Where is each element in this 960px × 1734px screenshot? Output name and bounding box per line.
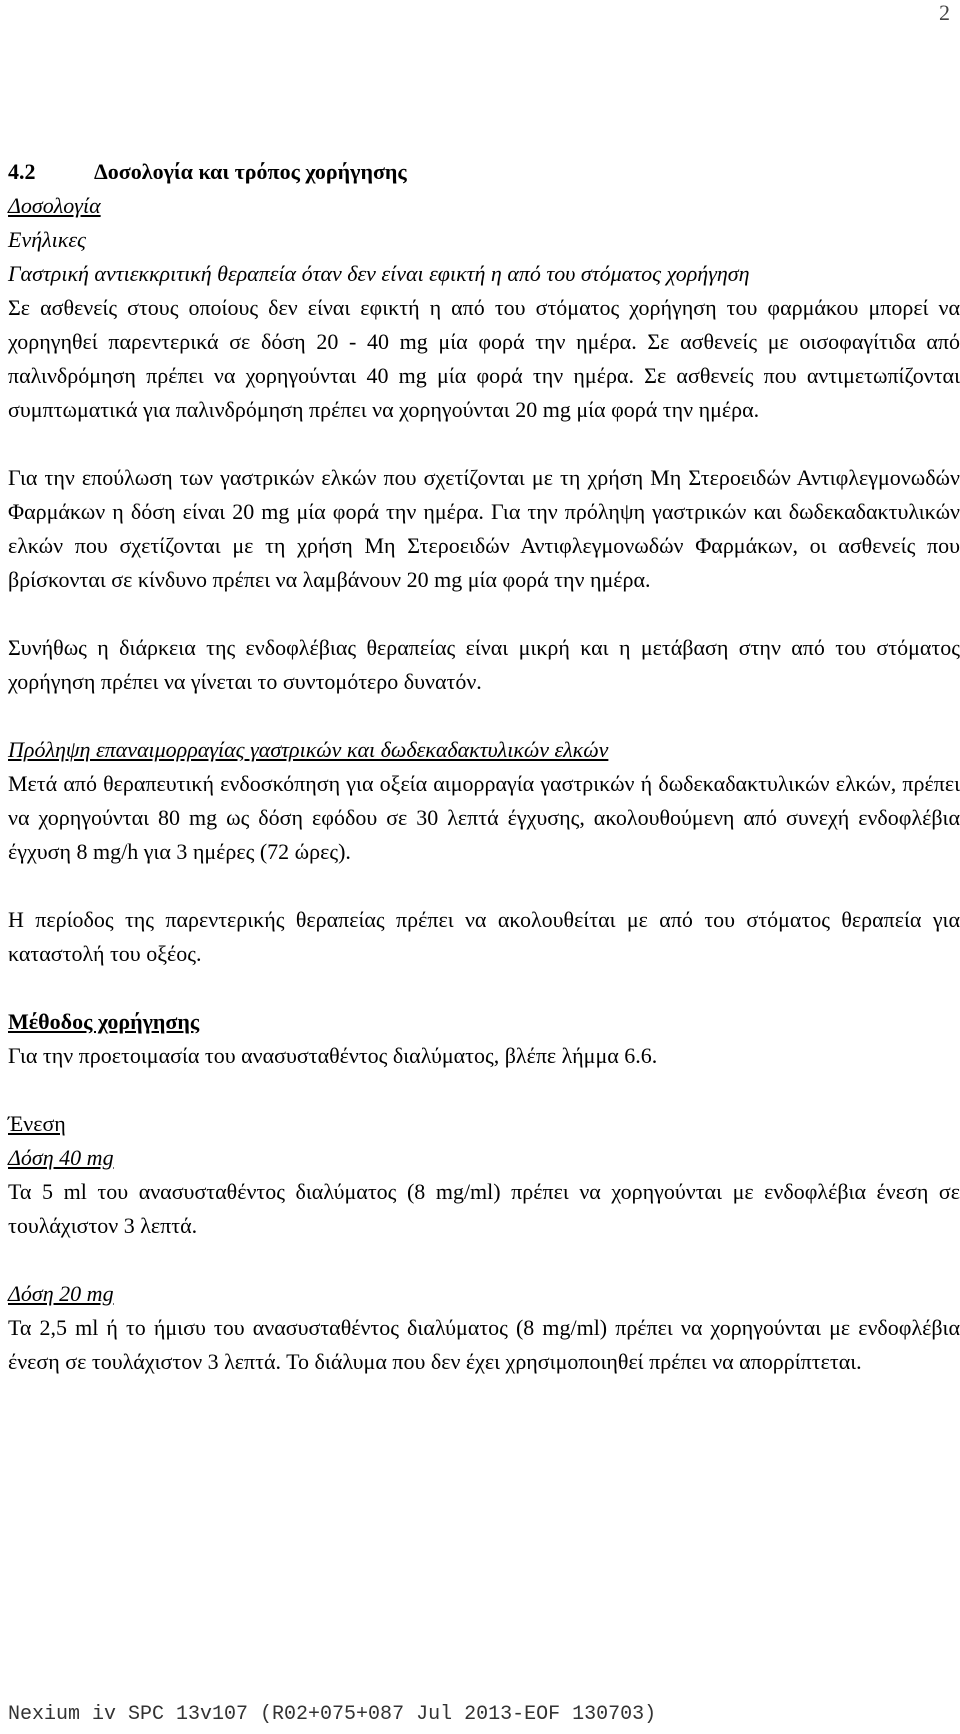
document-body xyxy=(8,155,960,1379)
spacer xyxy=(8,427,960,461)
dosage-paragraph-3: Συνήθως η διάρκεια της ενδοφλέβιας θεραπείας είναι μικρή και η μετάβαση στην από του στόματος χορήγηση πρέπει να γίνεται το συντομότερο δυνατόν. xyxy=(8,635,960,694)
spacer xyxy=(8,1073,960,1107)
section-title: Δοσολογία και τρόπος χορήγησης xyxy=(94,159,407,184)
spacer xyxy=(8,597,960,631)
rebleeding-heading: Πρόληψη επαναιμορραγίας γαστρικών και δωδεκαδακτυλικών ελκών xyxy=(8,737,609,762)
dose-20-text: Τα 2,5 ml ή το ήμισυ του ανασυσταθέντος διαλύματος (8 mg/ml) πρέπει να χορηγούνται με ενδοφλέβια ένεση σε τουλάχιστον 3 λεπτά. Το διάλυμα που δεν έχει χρησιμοποιηθεί πρέπει να απορρίπτεται. xyxy=(8,1315,960,1374)
administration-heading: Μέθοδος χορήγησης xyxy=(8,1009,200,1034)
dosage-heading: Δοσολογία xyxy=(8,193,101,218)
page-number: 2 xyxy=(939,0,950,25)
spacer xyxy=(8,869,960,903)
dosage-paragraph-4: Μετά από θεραπευτική ενδοσκόπηση για οξεία αιμορραγία γαστρικών ή δωδεκαδακτυλικών ελκών, πρέπει να χορηγούνται 80 mg ως δόση εφόδου σε 30 λεπτά έγχυσης, ακολουθούμενη από συνεχή ενδοφλέβια έγχυση 8 mg/h για 3 ημέρες (72 ώρες). xyxy=(8,771,960,864)
dose-40-text: Τα 5 ml του ανασυσταθέντος διαλύματος (8 mg/ml) πρέπει να χορηγούνται με ενδοφλέβια ένεση σε τουλάχιστον 3 λεπτά. xyxy=(8,1179,960,1238)
dosage-paragraph-1: Σε ασθενείς στους οποίους δεν είναι εφικτή η από του στόματος χορήγηση του φαρμάκου μπορεί να χορηγηθεί παρεντερικά σε δόση 20 - 40 mg μία φορά την ημέρα. Σε ασθενείς με οισοφαγίτιδα από παλινδρόμηση πρέπει να χορηγούνται 40 mg μία φορά την ημέρα. Σε ασθενείς που αντιμετωπίζονται συμπτωματικά για παλινδρόμηση πρέπει να χορηγούνται 20 mg μία φορά την ημέρα. xyxy=(8,295,960,422)
spacer xyxy=(8,699,960,733)
dose-20-heading: Δόση 20 mg xyxy=(8,1281,114,1306)
dosage-paragraph-5: Η περίοδος της παρεντερικής θεραπείας πρέπει να ακολουθείται με από του στόματος θεραπεία για καταστολή του οξέος. xyxy=(8,907,960,966)
section-heading xyxy=(8,155,960,189)
injection-heading: Ένεση xyxy=(8,1111,66,1136)
document-footer: Nexium iv SPC 13v107 (R02+075+087 Jul 2013-EOF 130703) xyxy=(8,1703,657,1726)
gastric-therapy-heading: Γαστρική αντιεκκριτική θεραπεία όταν δεν είναι εφικτή η από του στόματος χορήγηση xyxy=(8,261,750,286)
administration-intro: Για την προετοιμασία του ανασυσταθέντος διαλύματος, βλέπε λήμμα 6.6. xyxy=(8,1043,658,1068)
dose-40-heading: Δόση 40 mg xyxy=(8,1145,114,1170)
spacer xyxy=(8,1243,960,1277)
adults-heading: Ενήλικες xyxy=(8,227,86,252)
section-number: 4.2 xyxy=(8,159,36,184)
dosage-paragraph-2: Για την επούλωση των γαστρικών ελκών που σχετίζονται με τη χρήση Μη Στεροειδών Αντιφλεγμονωδών Φαρμάκων η δόση είναι 20 mg μία φορά την ημέρα. Για την πρόληψη γαστρικών και δωδεκαδακτυλικών ελκών που σχετίζονται με τη χρήση Μη Στεροειδών Αντιφλεγμονωδών Φαρμάκων, οι ασθενείς που βρίσκονται σε κίνδυνο πρέπει να λαμβάνουν 20 mg μία φορά την ημέρα. xyxy=(8,465,960,592)
spacer xyxy=(8,971,960,1005)
